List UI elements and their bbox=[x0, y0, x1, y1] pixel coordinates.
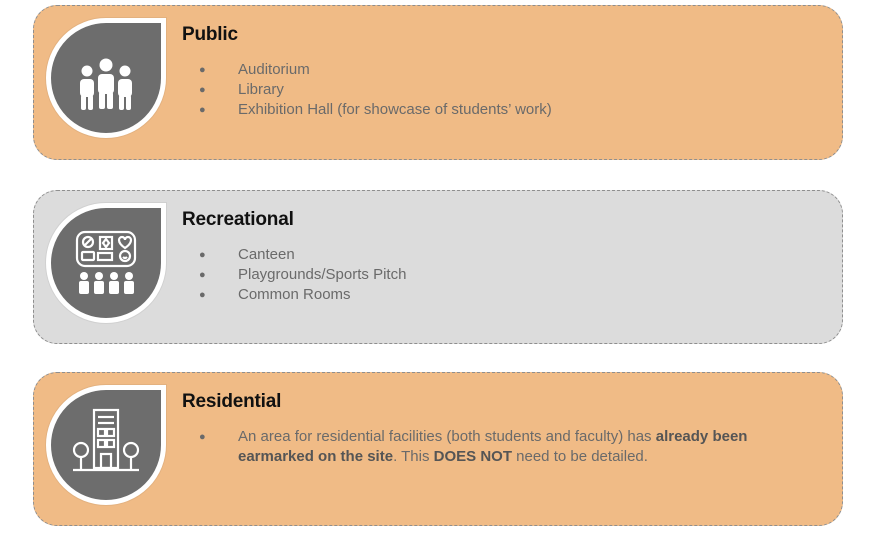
residential-list bbox=[182, 427, 812, 467]
residential-building-icon bbox=[51, 390, 161, 500]
recreational-section-card bbox=[33, 190, 843, 344]
residential-badge bbox=[46, 385, 166, 505]
list-item: ● Library bbox=[182, 80, 812, 100]
list-item: ● Canteen bbox=[182, 245, 812, 265]
public-badge bbox=[46, 18, 166, 138]
recreational-title: Recreational bbox=[182, 209, 294, 230]
residential-section-card bbox=[33, 372, 843, 526]
recreation-board-icon bbox=[51, 208, 161, 318]
list-item: ● Auditorium bbox=[182, 60, 812, 80]
public-list bbox=[182, 60, 812, 120]
recreational-list bbox=[182, 245, 812, 305]
public-section-card bbox=[33, 5, 843, 160]
list-item: ● Common Rooms bbox=[182, 285, 812, 305]
bold-phrase: DOES NOT bbox=[433, 448, 512, 465]
list-item: ● Exhibition Hall (for showcase of students’ work) bbox=[182, 100, 812, 120]
public-title: Public bbox=[182, 24, 238, 45]
recreational-badge bbox=[46, 203, 166, 323]
residential-title: Residential bbox=[182, 391, 282, 412]
bold-phrase: already been earmarked on the site bbox=[238, 428, 748, 465]
list-item: ● Playgrounds/Sports Pitch bbox=[182, 265, 812, 285]
people-group-icon bbox=[51, 23, 161, 133]
residential-note: ● An area for residential facilities (both students and faculty) has already been earmarked on the site. This DOES NOT need to be detailed. bbox=[182, 427, 812, 467]
